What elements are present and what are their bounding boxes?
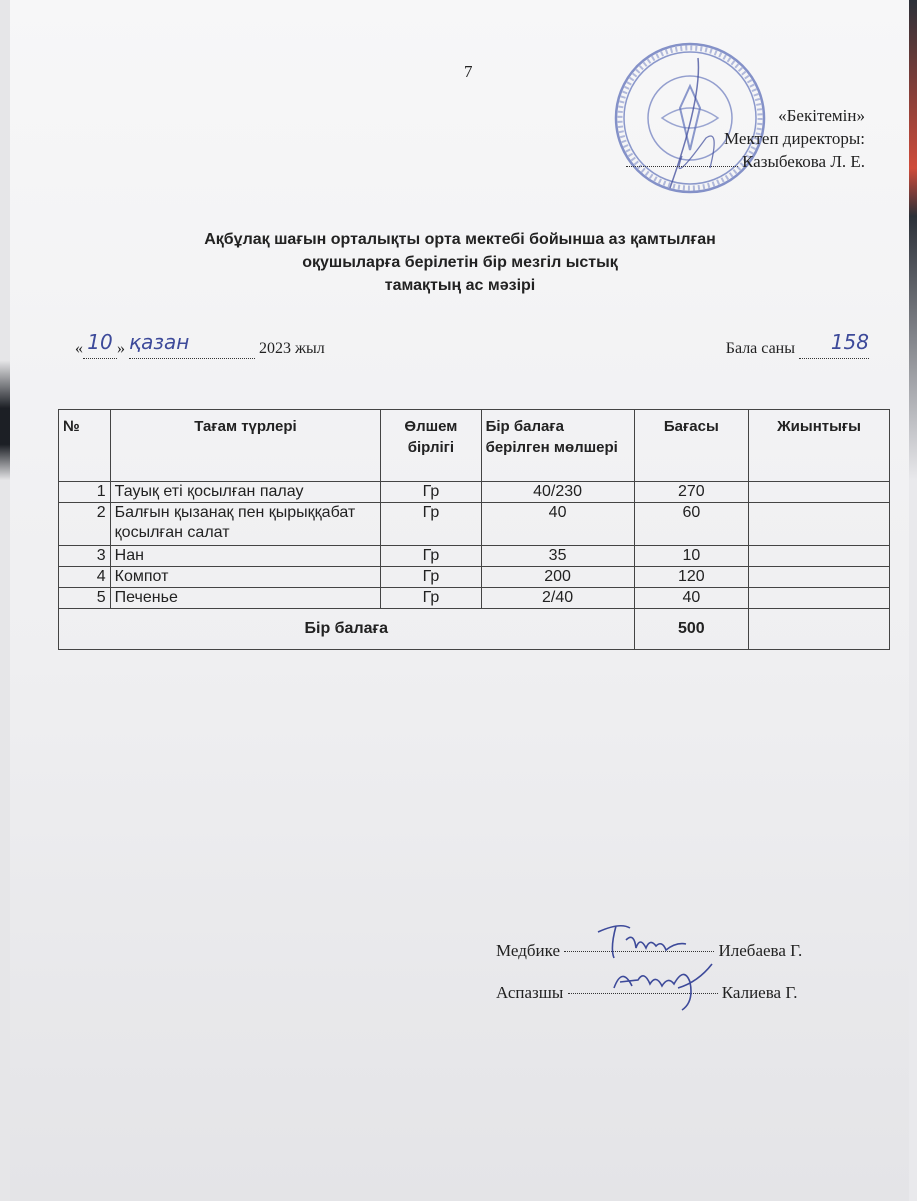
cook-role: Аспазшы	[496, 983, 564, 1002]
title-line-1: Ақбұлақ шағын орталықты орта мектебі бойынша аз қамтылған	[204, 231, 716, 248]
date-month-handwritten: қазан	[129, 330, 190, 354]
children-count-label: Бала саны	[725, 340, 795, 357]
date-line	[75, 330, 325, 359]
header-total: Жиынтығы	[749, 410, 890, 482]
table-row	[59, 482, 890, 503]
row-number: 3	[59, 546, 111, 567]
approval-heading: «Бекітемін»	[778, 106, 865, 125]
row-dish-name: Печенье	[110, 588, 381, 609]
row-dish-name: Тауық еті қосылған палау	[110, 482, 381, 503]
table-row	[59, 567, 890, 588]
header-price: Бағасы	[634, 410, 749, 482]
row-unit: Гр	[381, 503, 481, 546]
row-price: 120	[634, 567, 749, 588]
row-price: 40	[634, 588, 749, 609]
row-number: 5	[59, 588, 111, 609]
approval-dotted-line	[626, 166, 738, 167]
date-open-quote: «	[75, 340, 83, 357]
title-line-2: оқушыларға берілетін бір мезгіл ыстық	[302, 254, 618, 271]
row-price: 10	[634, 546, 749, 567]
date-close-quote: »	[117, 340, 125, 357]
page-number: 7	[464, 62, 473, 81]
cook-name: Калиева Г.	[721, 983, 798, 1002]
row-price: 270	[634, 482, 749, 503]
row-amount: 40/230	[481, 482, 634, 503]
date-year: 2023 жыл	[259, 340, 325, 357]
date-day-handwritten: 10	[87, 330, 113, 354]
table-row	[59, 588, 890, 609]
row-unit: Гр	[381, 588, 481, 609]
row-unit: Гр	[381, 482, 481, 503]
summary-total	[749, 609, 890, 650]
header-dish-types: Тағам түрлері	[110, 410, 381, 482]
row-unit: Гр	[381, 567, 481, 588]
row-number: 1	[59, 482, 111, 503]
children-count-field	[799, 330, 869, 359]
document-title	[120, 228, 800, 297]
row-number: 2	[59, 503, 111, 546]
children-count-line	[725, 330, 869, 359]
children-count-handwritten: 158	[830, 330, 869, 354]
summary-label: Бір балаға	[59, 609, 635, 650]
summary-price: 500	[634, 609, 749, 650]
row-total	[749, 588, 890, 609]
approval-position: Мектеп директоры:	[724, 129, 865, 148]
row-amount: 40	[481, 503, 634, 546]
row-amount: 35	[481, 546, 634, 567]
date-day-field	[83, 330, 117, 359]
row-total	[749, 546, 890, 567]
row-total	[749, 567, 890, 588]
row-dish-name: Нан	[110, 546, 381, 567]
background-edge-right	[909, 0, 917, 1201]
row-price: 60	[634, 503, 749, 546]
approval-block	[626, 104, 865, 173]
background-edge-left	[0, 0, 10, 1201]
nurse-role: Медбике	[496, 941, 560, 960]
table-summary-row	[59, 609, 890, 650]
row-amount: 200	[481, 567, 634, 588]
date-month-field	[129, 330, 255, 359]
header-unit: Өлшем бірлігі	[381, 410, 481, 482]
row-number: 4	[59, 567, 111, 588]
menu-table	[58, 409, 890, 650]
row-dish-name: Компот	[110, 567, 381, 588]
director-name: Казыбекова Л. Е.	[742, 152, 865, 171]
table-row	[59, 503, 890, 546]
nurse-name: Илебаева Г.	[718, 941, 803, 960]
cook-handwritten-signature	[608, 952, 718, 1012]
header-amount-per-child: Бір балаға берілген мөлшері	[481, 410, 634, 482]
table-row	[59, 546, 890, 567]
row-dish-name: Балғын қызанақ пен қырыққабат қосылған салат	[110, 503, 381, 546]
table-header-row	[59, 410, 890, 482]
row-total	[749, 503, 890, 546]
row-unit: Гр	[381, 546, 481, 567]
row-total	[749, 482, 890, 503]
title-line-3: тамақтың ас мәзірі	[384, 277, 536, 294]
header-number: №	[59, 410, 111, 482]
row-amount: 2/40	[481, 588, 634, 609]
approval-signature-line	[626, 150, 865, 173]
